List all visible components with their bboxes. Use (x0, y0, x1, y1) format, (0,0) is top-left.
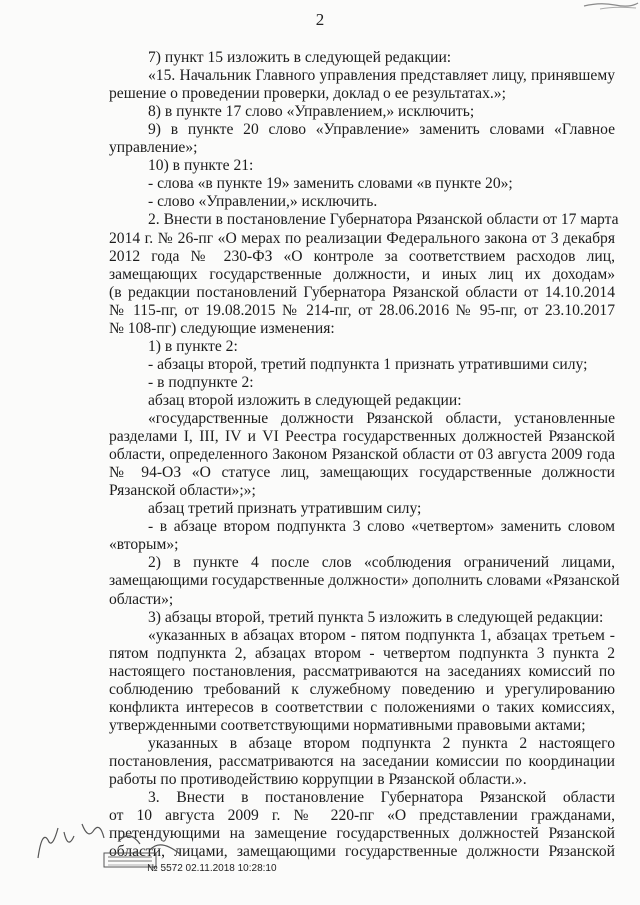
text-line: 1) в пункте 2: (148, 337, 238, 355)
text-line: от 10 августа 2009 г. № 220-пг «О представлении гражданами, (109, 807, 615, 825)
text-line: претендующими на замещение государственных должностей Рязанской (109, 825, 615, 843)
text-line: - в абзаце втором подпункта 3 слово «четвертом» заменить словом (148, 518, 615, 536)
text-line: «вторым»; (109, 536, 179, 554)
text-line: конфликта интересов в соответствии с положениями о таких комиссиях, (109, 698, 615, 716)
text-line: «15. Начальник Главного управления представляет лицу, принявшему (148, 67, 615, 85)
text-line: 3) абзацы второй, третий пункта 5 изложить в следующей редакции: (148, 608, 604, 626)
text-line: - в подпункте 2: (148, 373, 254, 391)
text-line: работы по противодействию коррупции в Рязанской области.». (109, 771, 527, 788)
text-line: 8) в пункте 17 слово «Управлением,» исключить; (148, 103, 475, 121)
text-line: № 115-пг, от 19.08.2015 № 214-пг, от 28.06.2016 № 95-пг, от 23.10.2017 (109, 301, 615, 319)
text-line: замещающих государственные должности, и иных лиц их доходам» (109, 265, 615, 283)
text-line: 2014 г. № 26-пг «О мерах по реализации Федерального закона от 3 декабря (109, 229, 615, 247)
text-line: соблюдению требований к служебному поведению и урегулированию (109, 680, 615, 698)
text-line: № 94-ОЗ «О статусе лиц, замещающих государственные должности (109, 464, 615, 482)
text-line: области, определенного Законом Рязанской области от 03 августа 2009 года (109, 446, 615, 464)
text-line: настоящего постановления, рассматриваются на заседаниях комиссий по (109, 662, 615, 680)
text-line: утвержденными соответствующими нормативными правовыми актами; (109, 716, 586, 734)
text-line: области, лицами, замещающими государственные должности Рязанской (109, 843, 615, 861)
text-line: замещающими государственные должности» дополнить словами «Рязанской (109, 572, 620, 590)
text-line: 3. Внести в постановление Губернатора Рязанской области (148, 789, 615, 807)
text-line: - абзацы второй, третий подпункта 1 признать утратившими силу; (148, 355, 588, 373)
text-line: (в редакции постановлений Губернатора Рязанской области от 14.10.2014 (109, 283, 615, 301)
text-line: № 108-пг) следующие изменения: (109, 319, 335, 337)
text-line: 2) в пункте 4 после слов «соблюдения ограничений лицами, (148, 554, 615, 572)
text-line: области»; (109, 590, 174, 608)
text-line: 7) пункт 15 изложить в следующей редакции: (148, 49, 452, 66)
text-line: - слово «Управлении,» исключить. (148, 193, 378, 211)
page-number: 2 (315, 10, 325, 29)
text-line: решение о проведении проверки, доклад о ее результатах.»; (109, 85, 506, 103)
text-line: указанных в абзаце втором подпункта 2 пункта 2 настоящего (148, 734, 615, 752)
text-line: управление»; (109, 139, 198, 157)
text-line: «указанных в абзацах втором - пятом подпункта 1, абзацах третьем - (148, 626, 615, 644)
text-line: пятом подпункта 2, абзацах втором - четвертом подпункта 3 пункта 2 (109, 644, 615, 662)
text-line: - слова «в пункте 19» заменить словами «в пункте 20»; (148, 175, 513, 193)
text-line: 10) в пункте 21: (148, 157, 254, 175)
text-line: абзац третий признать утратившим силу; (148, 500, 422, 518)
text-line: 2012 года № 230-ФЗ «О контроле за соответствием расходов лиц, (109, 247, 615, 265)
registration-stamp: № 5572 02.11.2018 10:28:10 (147, 863, 277, 874)
text-line: «государственные должности Рязанской области, установленные (148, 410, 615, 427)
text-line: разделами I, III, IV и VI Реестра государственных должностей Рязанской (109, 428, 615, 446)
text-line: постановления, рассматриваются на заседании комиссии по координации (109, 752, 615, 770)
text-line: Рязанской области»;»; (109, 482, 256, 500)
text-line: абзац второй изложить в следующей редакции: (148, 391, 462, 409)
text-line: 2. Внести в постановление Губернатора Рязанской области от 17 марта (148, 211, 619, 229)
text-line: 9) в пункте 20 слово «Управление» заменить словами «Главное (148, 121, 615, 139)
